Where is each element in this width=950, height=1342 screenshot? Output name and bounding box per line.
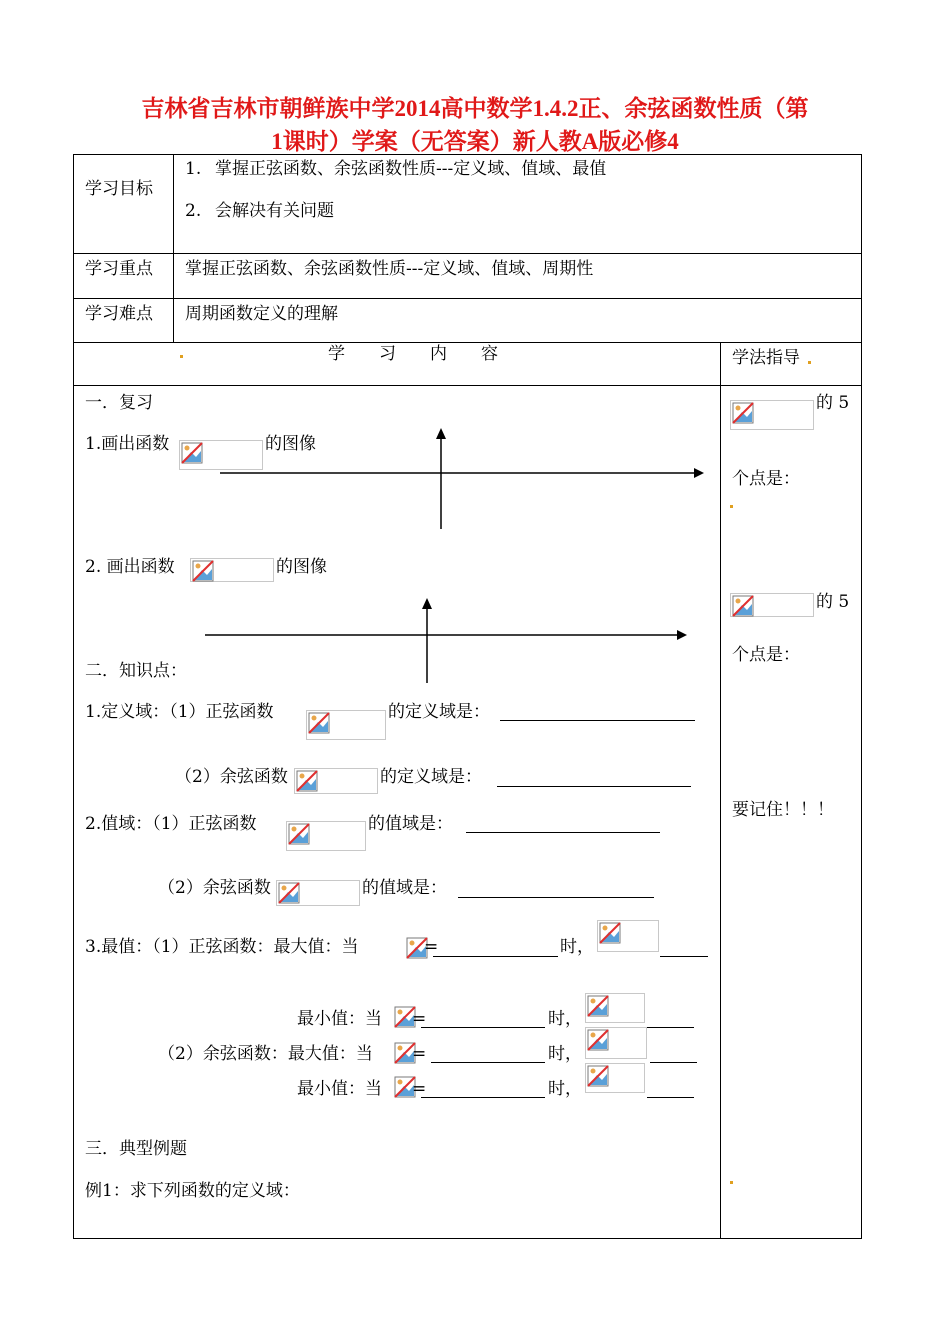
range-sin-prompt: 2.值域：（1）正弦函数: [85, 814, 257, 834]
answer-blank: [466, 832, 660, 833]
examples-heading: 三．典型例题: [85, 1139, 187, 1159]
stray-mark: [730, 1181, 733, 1184]
answer-blank: [650, 1062, 697, 1063]
formula-image: [585, 993, 645, 1023]
equals-sign: =: [424, 937, 439, 957]
broken-image-icon: [308, 712, 330, 734]
row-label-difficulty: 学习难点: [85, 304, 153, 324]
formula-image: [730, 593, 814, 617]
answer-blank: [647, 1027, 694, 1028]
coordinate-axes-2: [205, 595, 695, 685]
formula-image: [393, 1075, 413, 1097]
example-1-prompt: 例1：求下列函数的定义域：: [85, 1181, 300, 1201]
range-sin-label: 的值域是：: [368, 814, 453, 834]
domain-sin-prompt: 1.定义域：（1）正弦函数: [85, 702, 274, 722]
when-label: 时，: [548, 1044, 582, 1064]
draw-prompt-2: 2. 画出函数: [85, 557, 175, 577]
answer-blank: [431, 1062, 545, 1063]
equals-sign: =: [412, 1009, 427, 1029]
difficulty-text: 周期函数定义的理解: [185, 304, 338, 324]
guide-header: 学法指导: [732, 348, 800, 368]
goal-number-1: 1.: [185, 159, 202, 179]
title-line-1: 吉林省吉林市朝鲜族中学2014高中数学1.4.2正、余弦函数性质（第: [141, 96, 809, 121]
formula-image: [585, 1063, 645, 1093]
content-header: 学 习 内 容: [328, 344, 498, 364]
label-column-divider: [173, 154, 174, 342]
draw-prompt-1-suffix: 的图像: [265, 434, 316, 454]
formula-image: [276, 880, 360, 906]
when-label: 时，: [548, 1009, 582, 1029]
answer-blank: [647, 1097, 694, 1098]
formula-image: [597, 920, 659, 952]
stray-mark: [730, 505, 733, 508]
range-cos-prompt: （2）余弦函数: [158, 878, 271, 898]
five-points-note: 的 5: [816, 592, 850, 612]
formula-image: [286, 821, 366, 851]
domain-cos-label: 的定义域是：: [380, 767, 482, 787]
broken-image-icon: [587, 1065, 609, 1087]
draw-prompt-1: 1.画出函数: [85, 434, 170, 454]
guide-column-divider: [720, 342, 721, 1239]
row-divider: [73, 385, 862, 386]
draw-prompt-2-suffix: 的图像: [276, 557, 327, 577]
formula-image: [393, 1005, 413, 1027]
goal-number-2: 2.: [185, 201, 202, 221]
domain-cos-prompt: （2）余弦函数: [175, 767, 288, 787]
broken-image-icon: [296, 770, 318, 792]
range-cos-label: 的值域是：: [362, 878, 447, 898]
goal-item-2: 会解决有关问题: [215, 201, 334, 221]
answer-blank: [500, 720, 695, 721]
remember-note: 要记住！！！: [732, 800, 834, 820]
row-divider: [73, 253, 862, 254]
broken-image-icon: [587, 995, 609, 1017]
coordinate-axes-1: [220, 425, 710, 535]
formula-image: [393, 1041, 413, 1063]
equals-sign: =: [412, 1079, 427, 1099]
answer-blank: [421, 1027, 545, 1028]
formula-image: [730, 400, 814, 430]
equals-sign: =: [412, 1044, 427, 1064]
answer-blank: [660, 956, 708, 957]
five-points-label: 个点是：: [732, 645, 800, 665]
focus-text: 掌握正弦函数、余弦函数性质---定义域、值域、周期性: [185, 259, 594, 279]
five-points-label: 个点是：: [732, 469, 800, 489]
formula-image: [294, 768, 378, 794]
row-divider: [73, 298, 862, 299]
answer-blank: [433, 956, 558, 957]
answer-blank: [458, 897, 654, 898]
broken-image-icon: [278, 882, 300, 904]
max-cos-prompt: （2）余弦函数：最大值：当: [158, 1044, 373, 1064]
when-label: 时，: [548, 1079, 582, 1099]
five-points-note: 的 5: [816, 393, 850, 413]
min-sin-prompt: 最小值：当: [297, 1009, 382, 1029]
formula-image: [405, 936, 425, 958]
row-label-focus: 学习重点: [85, 259, 153, 279]
stray-mark: [180, 355, 183, 358]
review-heading: 一．复习: [85, 393, 153, 413]
min-cos-prompt: 最小值：当: [297, 1079, 382, 1099]
stray-mark: [808, 361, 811, 364]
broken-image-icon: [732, 595, 754, 617]
answer-blank: [421, 1097, 545, 1098]
knowledge-heading: 二．知识点：: [85, 661, 187, 681]
document-title: [60, 92, 890, 158]
formula-image: [190, 558, 274, 582]
when-label: 时，: [560, 937, 594, 957]
title-line-2: 1课时）学案（无答案）新人教A版必修4: [271, 129, 679, 154]
broken-image-icon: [192, 560, 214, 582]
answer-blank: [497, 786, 691, 787]
broken-image-icon: [181, 442, 203, 464]
formula-image: [585, 1027, 647, 1059]
domain-sin-label: 的定义域是：: [388, 702, 490, 722]
broken-image-icon: [288, 823, 310, 845]
row-label-goals: 学习目标: [85, 179, 153, 199]
broken-image-icon: [587, 1029, 609, 1051]
goal-item-1: 掌握正弦函数、余弦函数性质---定义域、值域、最值: [215, 159, 607, 179]
max-sin-prompt: 3.最值：（1）正弦函数：最大值：当: [85, 937, 359, 957]
formula-image: [306, 710, 386, 740]
broken-image-icon: [732, 402, 754, 424]
broken-image-icon: [599, 922, 621, 944]
